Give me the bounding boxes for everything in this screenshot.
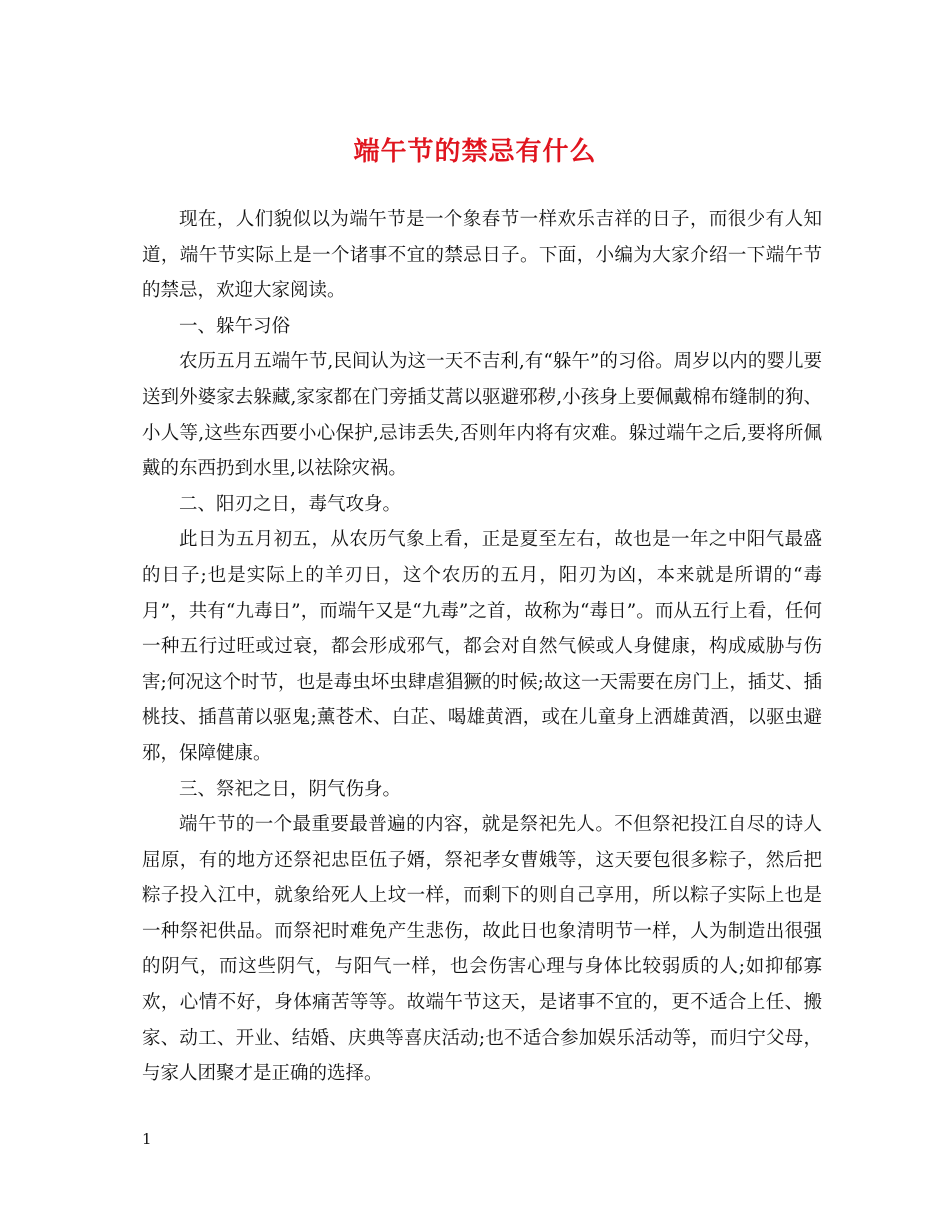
section-paragraph-2: 此日为五月初五，从农历气象上看，正是夏至左右，故也是一年之中阳气最盛的日子;也是实际上的羊刃日，这个农历的五月，阳刃为凶，本来就是所谓的“毒月”，共有“九毒日”，而端午又是“九毒”之首，故称为“毒日”。而从五行上看，任何一种五行过旺或过衰，都会形成邪气，都会对自然气候或人身健康，构成威胁与伤害;何况这个时节，也是毒虫坏虫肆虐猖獗的时候;故这一天需要在房门上，插艾、插桃技、插菖莆以驱鬼;薰苍术、白芷、喝雄黄酒，或在儿童身上洒雄黄酒，以驱虫避邪，保障健康。 (142, 529, 822, 764)
document-title: 端午节的禁忌有什么 (353, 137, 597, 167)
page-number: 1 (142, 1130, 152, 1148)
intro-paragraph: 现在，人们貌似以为端午节是一个象春节一样欢乐吉祥的日子，而很少有人知道，端午节实际上是一个诸事不宜的禁忌日子。下面，小编为大家介绍一下端午节的禁忌，欢迎大家阅读。 (142, 209, 822, 302)
section-heading-1: 一、躲午习俗 (179, 315, 291, 337)
section-paragraph-3: 端午节的一个最重要最普遍的内容，就是祭祀先人。不但祭祀投江自尽的诗人屈原，有的地方还祭祀忠臣伍子婿，祭祀孝女曹娥等，这天要包很多粽子，然后把粽子投入江中，就象给死人上坟一样，而剩下的则自己享用，所以粽子实际上也是一种祭祀供品。而祭祀时难免产生悲伤，故此日也象清明节一样，人为制造出很强的阴气，而这些阴气，与阳气一样，也会伤害心理与身体比较弱质的人;如抑郁寡欢，心情不好，身体痛苦等等。故端午节这天，是诸事不宜的，更不适合上任、搬家、动工、开业、结婚、庆典等喜庆活动;也不适合参加娱乐活动等，而归宁父母，与家人团聚才是正确的选择。 (142, 814, 822, 1085)
document-body (142, 202, 822, 1092)
section-heading-2: 二、阳刃之日，毒气攻身。 (179, 493, 402, 515)
section-paragraph-1: 农历五月五端午节,民间认为这一天不吉利,有“躲午”的习俗。周岁以内的婴儿要送到外婆家去躲藏,家家都在门旁插艾蒿以驱避邪秽,小孩身上要佩戴棉布缝制的狗、小人等,这些东西要小心保护,忌讳丢失,否则年内将有灾难。躲过端午之后,要将所佩戴的东西扔到水里,以祛除灾祸。 (142, 351, 822, 480)
section-heading-3: 三、祭祀之日，阴气伤身。 (179, 778, 402, 800)
